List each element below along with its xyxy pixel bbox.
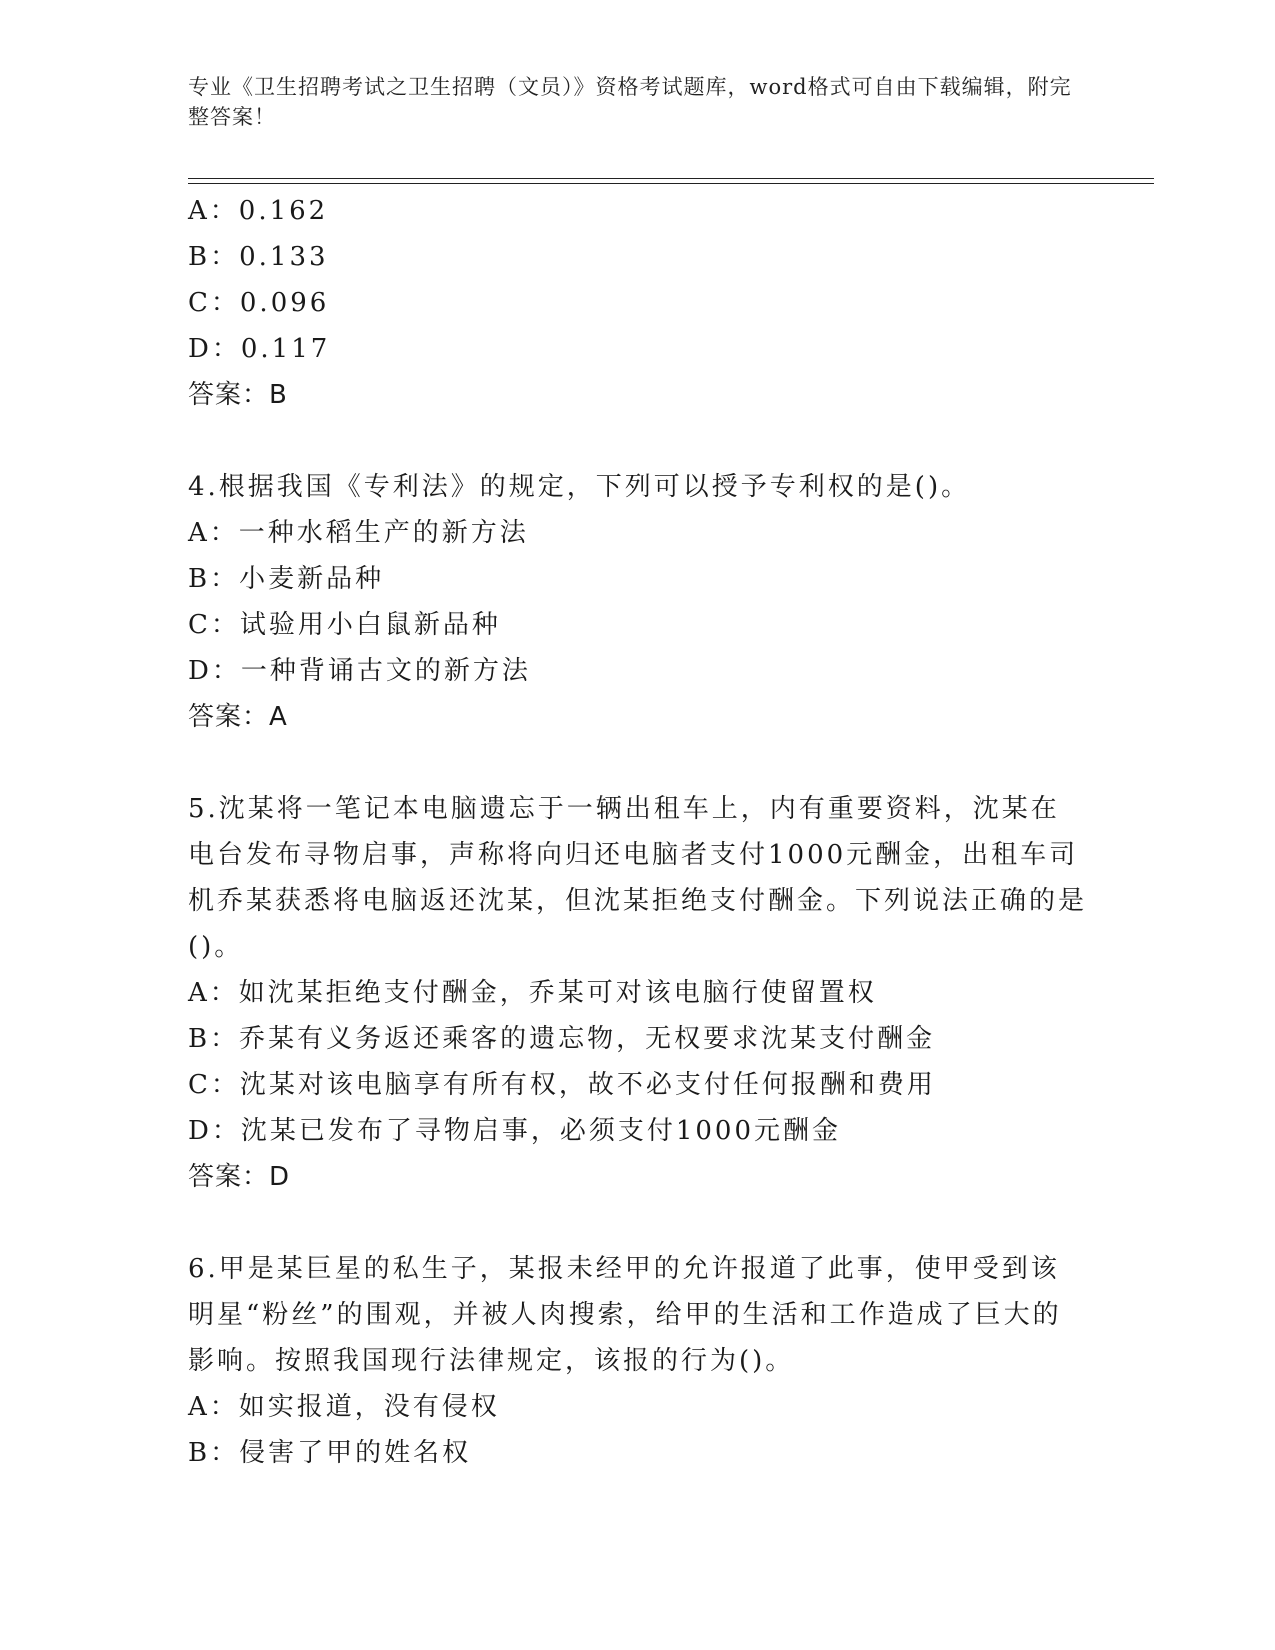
question-4 xyxy=(188,464,1088,740)
question-text: 5.沈某将一笔记本电脑遗忘于一辆出租车上，内有重要资料，沈某在电台发布寻物启事，声称将向归还电脑者支付1000元酬金，出租车司机乔某获悉将电脑返还沈某，但沈某拒绝支付酬金。下列说法正确的是()。 xyxy=(188,794,1088,962)
option-a: A：如实报道，没有侵权 xyxy=(188,1392,500,1422)
option-d: D：0.117 xyxy=(188,334,331,364)
option-c: C：0.096 xyxy=(188,288,330,318)
question-text: 6.甲是某巨星的私生子，某报未经甲的允许报道了此事，使甲受到该明星“粉丝”的围观，并被人肉搜索，给甲的生活和工作造成了巨大的影响。按照我国现行法律规定，该报的行为()。 xyxy=(188,1254,1062,1376)
spacer xyxy=(188,418,1088,464)
option-a: A：0.162 xyxy=(188,196,329,226)
question-text: 4.根据我国《专利法》的规定，下列可以授予专利权的是()。 xyxy=(188,472,971,502)
spacer xyxy=(188,740,1088,786)
answer-line: 答案：A xyxy=(188,702,288,732)
header-divider-bottom xyxy=(188,183,1154,184)
spacer xyxy=(188,1200,1088,1246)
option-b: B：0.133 xyxy=(188,242,329,272)
option-b: B：小麦新品种 xyxy=(188,564,385,594)
option-d: D：一种背诵古文的新方法 xyxy=(188,656,531,686)
question-list xyxy=(188,188,1088,1476)
document-header: 专业《卫生招聘考试之卫生招聘（文员）》资格考试题库，word格式可自由下载编辑，附完整答案！ xyxy=(188,75,1072,129)
option-c: C：试验用小白鼠新品种 xyxy=(188,610,501,640)
option-a: A：一种水稻生产的新方法 xyxy=(188,518,529,548)
question-5 xyxy=(188,786,1088,1200)
option-d: D：沈某已发布了寻物启事，必须支付1000元酬金 xyxy=(188,1116,842,1146)
question-3 xyxy=(188,188,1088,418)
answer-line: 答案：D xyxy=(188,1162,291,1192)
option-a: A：如沈某拒绝支付酬金，乔某可对该电脑行使留置权 xyxy=(188,978,877,1008)
option-c: C：沈某对该电脑享有所有权，故不必支付任何报酬和费用 xyxy=(188,1070,936,1100)
header-divider-top xyxy=(188,178,1154,179)
answer-line: 答案：B xyxy=(188,380,288,410)
question-6 xyxy=(188,1246,1088,1476)
option-b: B：乔某有义务返还乘客的遗忘物，无权要求沈某支付酬金 xyxy=(188,1024,936,1054)
option-b: B：侵害了甲的姓名权 xyxy=(188,1438,472,1468)
